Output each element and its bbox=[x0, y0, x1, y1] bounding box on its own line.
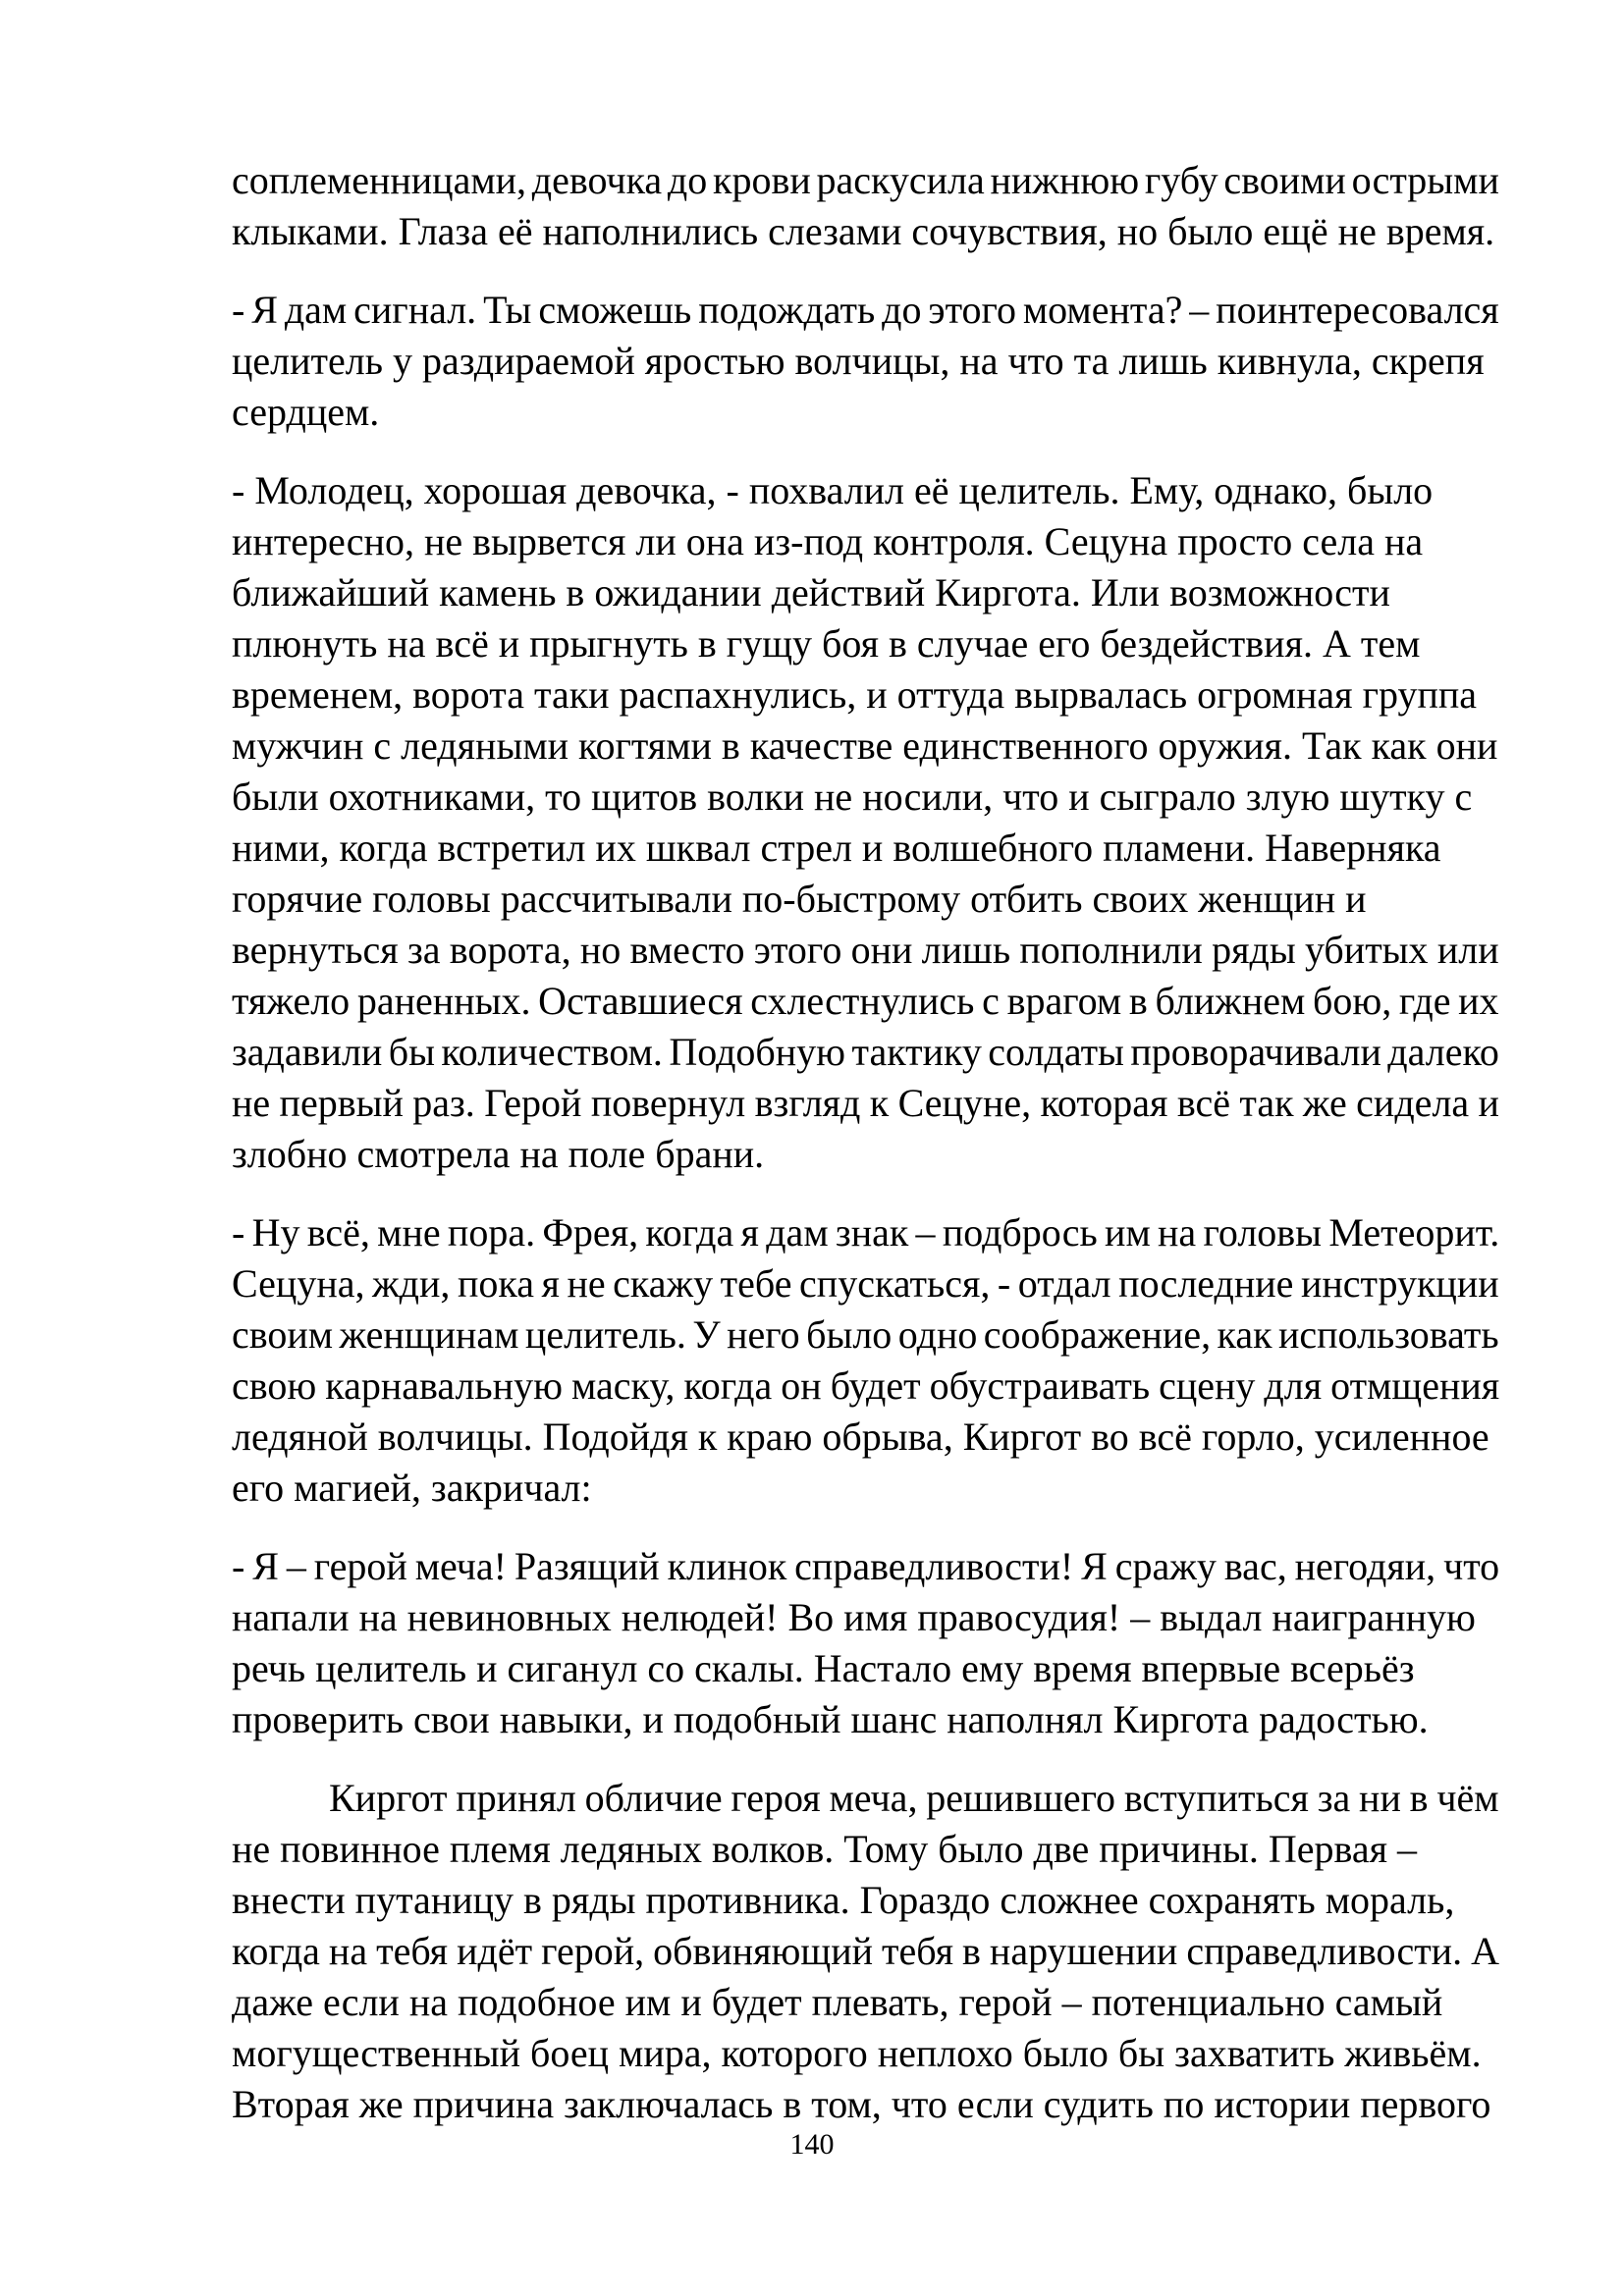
text-line: не повинное племя ледяных волков. Тому было две причины. Первая – bbox=[232, 1827, 1417, 1871]
text-line: внести путаницу в ряды противника. Гораздо сложнее сохранять мораль, bbox=[232, 1878, 1455, 1922]
text-line: свою карнавальную маску, когда он будет обустраивать сцену для отмщения bbox=[232, 1363, 1500, 1408]
text-line: горячие головы рассчитывали по-быстрому отбить своих женщин и bbox=[232, 877, 1367, 921]
text-block bbox=[232, 155, 1499, 2158]
text-line: речь целитель и сиганул со скалы. Настало ему время впервые всерьёз bbox=[232, 1646, 1415, 1690]
text-line: ледяной волчицы. Подойдя к краю обрыва, Киргот во всё горло, усиленное bbox=[232, 1415, 1489, 1459]
text-line: временем, ворота таки распахнулись, и оттуда вырвалась огромная группа bbox=[232, 672, 1478, 717]
text-line: Киргот принял обличие героя меча, решившего вступиться за ни в чём bbox=[329, 1776, 1499, 1820]
paragraph bbox=[232, 465, 1499, 1180]
text-line: Сецуна, жди, пока я не скажу тебе спускаться, - отдал последние инструкции bbox=[232, 1261, 1499, 1306]
text-line: соплеменницами, девочка до крови раскусила нижнюю губу своими острыми bbox=[232, 158, 1499, 202]
text-line: своим женщинам целитель. У него было одно соображение, как использовать bbox=[232, 1312, 1499, 1357]
paragraph bbox=[232, 1773, 1499, 2130]
text-line: проверить свои навыки, и подобный шанс наполнял Киргота радостью. bbox=[232, 1697, 1429, 1741]
text-line: его магией, закричал: bbox=[232, 1466, 592, 1510]
text-line: были охотниками, то щитов волки не носили, что и сыграло злую шутку с bbox=[232, 774, 1473, 819]
text-line: могущественный боец мира, которого неплохо было бы захватить живьём. bbox=[232, 2031, 1482, 2075]
text-line: когда на тебя идёт герой, обвиняющий тебя в нарушении справедливости. А bbox=[232, 1929, 1499, 1973]
text-line: ближайший камень в ожидании действий Киргота. Или возможности bbox=[232, 570, 1390, 614]
text-line: напали на невиновных нелюдей! Во имя правосудия! – выдал наигранную bbox=[232, 1595, 1476, 1639]
text-line: Вторая же причина заключалась в том, что если судить по истории первого bbox=[232, 2082, 1491, 2126]
text-line: ними, когда встретил их шквал стрел и волшебного пламени. Наверняка bbox=[232, 826, 1441, 870]
paragraph bbox=[232, 1541, 1499, 1745]
text-line: - Я – герой меча! Разящий клинок справедливости! Я сражу вас, негодяи, что bbox=[232, 1544, 1500, 1588]
paragraph bbox=[232, 1207, 1499, 1514]
text-line: даже если на подобное им и будет плевать, герой – потенциально самый bbox=[232, 1980, 1443, 2024]
text-line: вернуться за ворота, но вместо этого они лишь пополнили ряды убитых или bbox=[232, 928, 1499, 972]
text-line: мужчин с ледяными когтями в качестве единственного оружия. Так как они bbox=[232, 723, 1498, 768]
paragraph bbox=[232, 285, 1499, 438]
text-line: целитель у раздираемой яростью волчицы, на что та лишь кивнула, скрепя bbox=[232, 339, 1485, 383]
text-line: - Молодец, хорошая девочка, - похвалил её целитель. Ему, однако, было bbox=[232, 468, 1434, 512]
text-line: - Ну всё, мне пора. Фрея, когда я дам знак – подбрось им на головы Метеорит. bbox=[232, 1210, 1500, 1255]
text-line: плюнуть на всё и прыгнуть в гущу боя в случае его бездействия. А тем bbox=[232, 621, 1421, 666]
page-number: 140 bbox=[789, 2128, 835, 2161]
text-line: - Я дам сигнал. Ты сможешь подождать до этого момента? – поинтересовался bbox=[232, 288, 1499, 332]
text-line: сердцем. bbox=[232, 390, 380, 434]
text-line: тяжело раненных. Оставшиеся схлестнулись с врагом в ближнем бою, где их bbox=[232, 979, 1499, 1023]
text-line: злобно смотрела на поле брани. bbox=[232, 1132, 765, 1176]
text-line: задавили бы количеством. Подобную тактику солдаты проворачивали далеко bbox=[232, 1030, 1499, 1074]
text-line: не первый раз. Герой повернул взгляд к Сецуне, которая всё так же сидела и bbox=[232, 1081, 1499, 1125]
text-line: клыками. Глаза её наполнились слезами сочувствия, но было ещё не время. bbox=[232, 209, 1495, 253]
paragraph bbox=[232, 155, 1499, 257]
text-line: интересно, не вырвется ли она из-под контроля. Сецуна просто села на bbox=[232, 519, 1424, 563]
